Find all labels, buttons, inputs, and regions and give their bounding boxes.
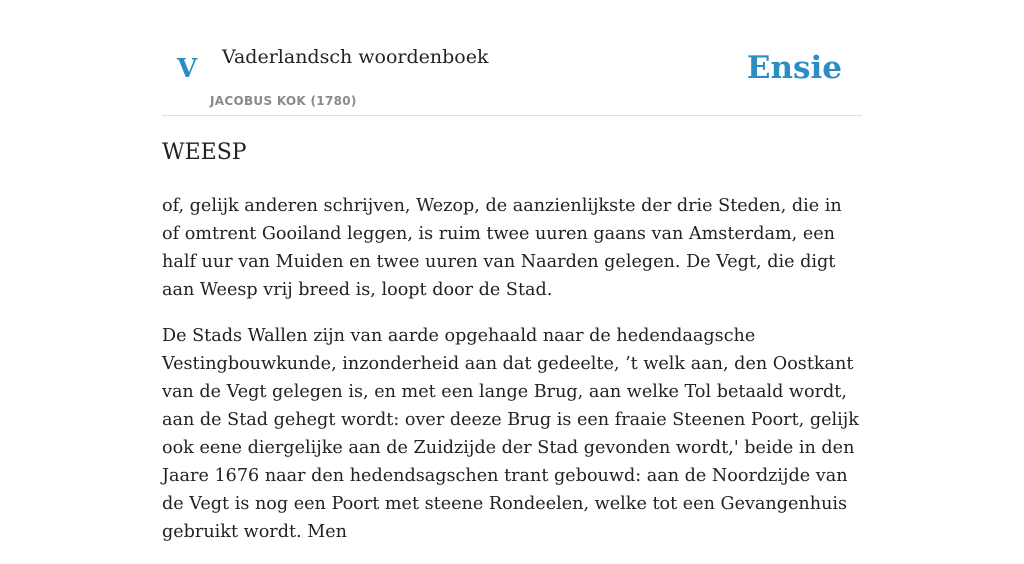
book-header bbox=[162, 30, 862, 116]
book-letter-icon[interactable]: V bbox=[177, 54, 198, 84]
entry-body bbox=[162, 192, 862, 564]
entry-paragraph: of, gelijk anderen schrijven, Wezop, de aanzienlijkste der drie Steden, die in of omtrent Gooiland leggen, is ruim twee uuren gaans van Amsterdam, een half uur van Muiden en twee uuren van Naarden gelegen. De Vegt, die digt aan Weesp vrij breed is, loopt door de Stad. bbox=[162, 196, 842, 300]
entry-title: WEESP bbox=[162, 140, 247, 165]
book-title-link[interactable]: Vaderlandsch woordenboek bbox=[222, 46, 489, 68]
brand-logo-link[interactable]: Ensie bbox=[746, 50, 842, 86]
book-author: JACOBUS KOK (1780) bbox=[210, 94, 357, 108]
entry-paragraph: De Stads Wallen zijn van aarde opgehaald naar de hedendaagsche Vestingbouwkunde, inzonderheid aan dat gedeelte, ’t welk aan, den Oostkant van de Vegt gelegen is, en met een lange Brug, aan welke Tol betaald wordt, aan de Stad gehegt wordt: over deeze Brug is een fraaie Steenen Poort, gelijk ook eene diergelijke aan de Zuidzijde der Stad gevonden wordt,' beide in den Jaare 1676 naar den hedendsagschen trant gebouwd: aan de Noordzijde van de Vegt is nog een Poort met steene Rondeelen, welke tot een Gevangenhuis gebruikt wordt. Men bbox=[162, 326, 859, 542]
